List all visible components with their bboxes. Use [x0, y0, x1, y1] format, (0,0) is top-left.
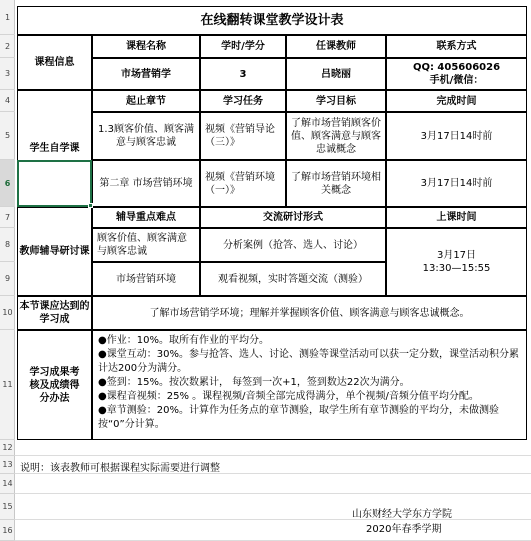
chapter-cell-2[interactable]: 第二章 市场营销环境 [92, 160, 200, 207]
deadline-cell-2[interactable]: 3月17日14时前 [386, 160, 527, 207]
goal-cell-2[interactable]: 了解市场营销环境相关概念 [286, 160, 386, 207]
assessment-item-checkin: ●签到：15%。按次数累计， 每签到一次+1，签到数达22次为满分。 [98, 377, 410, 388]
deadline-cell-1[interactable]: 3月17日14时前 [386, 112, 527, 160]
row-header-3[interactable]: 3 [0, 58, 15, 90]
row-header-4[interactable]: 4 [0, 90, 15, 112]
focus-cell-1[interactable]: 顾客价值、顾客满意与顾客忠诚 [92, 228, 200, 262]
class-time-text: 13:30—15:55 [422, 263, 491, 274]
objective-label[interactable]: 本节课应达到的学习成 [17, 296, 92, 330]
class-time-cell[interactable] [386, 228, 527, 296]
teacher-header[interactable]: 任课教师 [286, 35, 386, 58]
assessment-item-homework: ●作业：10%。取所有作业的平均分。 [98, 335, 269, 346]
assessment-item-interaction: ●课堂互动：30%。参与抢答、选人、讨论、测验等课堂活动可以获一定分数，课堂活动积分累计达200分为满分。 [98, 349, 519, 374]
focus-cell-2[interactable]: 市场营销环境 [92, 262, 200, 296]
class-time-header[interactable]: 上课时间 [386, 207, 527, 228]
task-header[interactable]: 学习任务 [200, 90, 286, 112]
row-header-9[interactable]: 9 [0, 262, 15, 296]
deadline-header[interactable]: 完成时间 [386, 90, 527, 112]
contact-header[interactable]: 联系方式 [386, 35, 527, 58]
assessment-item-quiz: ●章节测验：20%。计算作为任务点的章节测验，取学生所有章节测验的平均分，未做测验按“0”分计算。 [98, 405, 499, 430]
course-info-label[interactable]: 课程信息 [17, 35, 92, 90]
chapter-cell-1[interactable]: 1.3顾客价值、顾客满意与顾客忠诚 [92, 112, 200, 160]
footer-school[interactable]: 山东财经大学东方学院 [352, 509, 452, 520]
format-cell-2[interactable]: 观看视频，实时答题交流（测验） [200, 262, 386, 296]
task-cell-1[interactable]: 视频《营销导论（三）》 [200, 112, 286, 160]
row-header-1[interactable]: 1 [0, 0, 15, 35]
assessment-item-media: ●课程音视频：25% 。课程视频/音频全部完成得满分，单个视频/音频分值平均分配。 [98, 391, 479, 402]
format-header[interactable]: 交流研讨形式 [200, 207, 386, 228]
row-header-8[interactable]: 8 [0, 228, 15, 262]
selected-cell-outline [17, 160, 92, 207]
format-cell-1[interactable]: 分析案例（抢答、选人、讨论） [200, 228, 386, 262]
guidance-label[interactable]: 教师辅导研讨课 [17, 207, 92, 296]
teacher-value[interactable]: 吕晓丽 [286, 58, 386, 90]
note-text[interactable]: 说明：该表教师可根据课程实际需要进行调整 [20, 463, 220, 474]
contact-value[interactable] [386, 58, 527, 90]
row-header-2[interactable]: 2 [0, 35, 15, 58]
fill-handle[interactable] [88, 203, 93, 208]
focus-header[interactable]: 辅导重点难点 [92, 207, 200, 228]
assessment-cell[interactable] [92, 330, 527, 440]
row-header-14[interactable]: 14 [0, 474, 15, 494]
course-name-value[interactable]: 市场营销学 [92, 58, 200, 90]
course-name-header[interactable]: 课程名称 [92, 35, 200, 58]
row-header-15[interactable]: 15 [0, 494, 15, 520]
class-date-text: 3月17日 [436, 250, 477, 261]
row-header-10[interactable]: 10 [0, 296, 15, 330]
row-header-6[interactable]: 6 [0, 160, 15, 207]
hours-credits-header[interactable]: 学时/学分 [200, 35, 286, 58]
chapter-header[interactable]: 起止章节 [92, 90, 200, 112]
hours-credits-value[interactable]: 3 [200, 58, 286, 90]
phone-text: 手机/微信： [429, 75, 484, 86]
row-header-13[interactable]: 13 [0, 456, 15, 474]
row-header-7[interactable]: 7 [0, 207, 15, 228]
task-cell-2[interactable]: 视频《营销环境（一）》 [200, 160, 286, 207]
row-header-16[interactable]: 16 [0, 520, 15, 541]
objective-cell[interactable]: 了解市场营销学环境；理解并掌握顾客价值、顾客满意与顾客忠诚概念。 [92, 296, 527, 330]
goal-cell-1[interactable]: 了解市场营销顾客价值、顾客满意与顾客忠诚概念 [286, 112, 386, 160]
footer-term[interactable]: 2020年春季学期 [366, 524, 442, 535]
row-header-11[interactable]: 11 [0, 330, 15, 440]
self-study-label[interactable]: 学生自学课 [17, 90, 92, 207]
qq-text: QQ: 405606026 [412, 62, 501, 73]
row-header-5[interactable]: 5 [0, 112, 15, 160]
form-title[interactable]: 在线翻转课堂教学设计表 [17, 6, 527, 35]
assessment-label[interactable]: 学习成果考核及成绩得分办法 [17, 330, 92, 440]
row-header-12[interactable]: 12 [0, 440, 15, 456]
goal-header[interactable]: 学习目标 [286, 90, 386, 112]
